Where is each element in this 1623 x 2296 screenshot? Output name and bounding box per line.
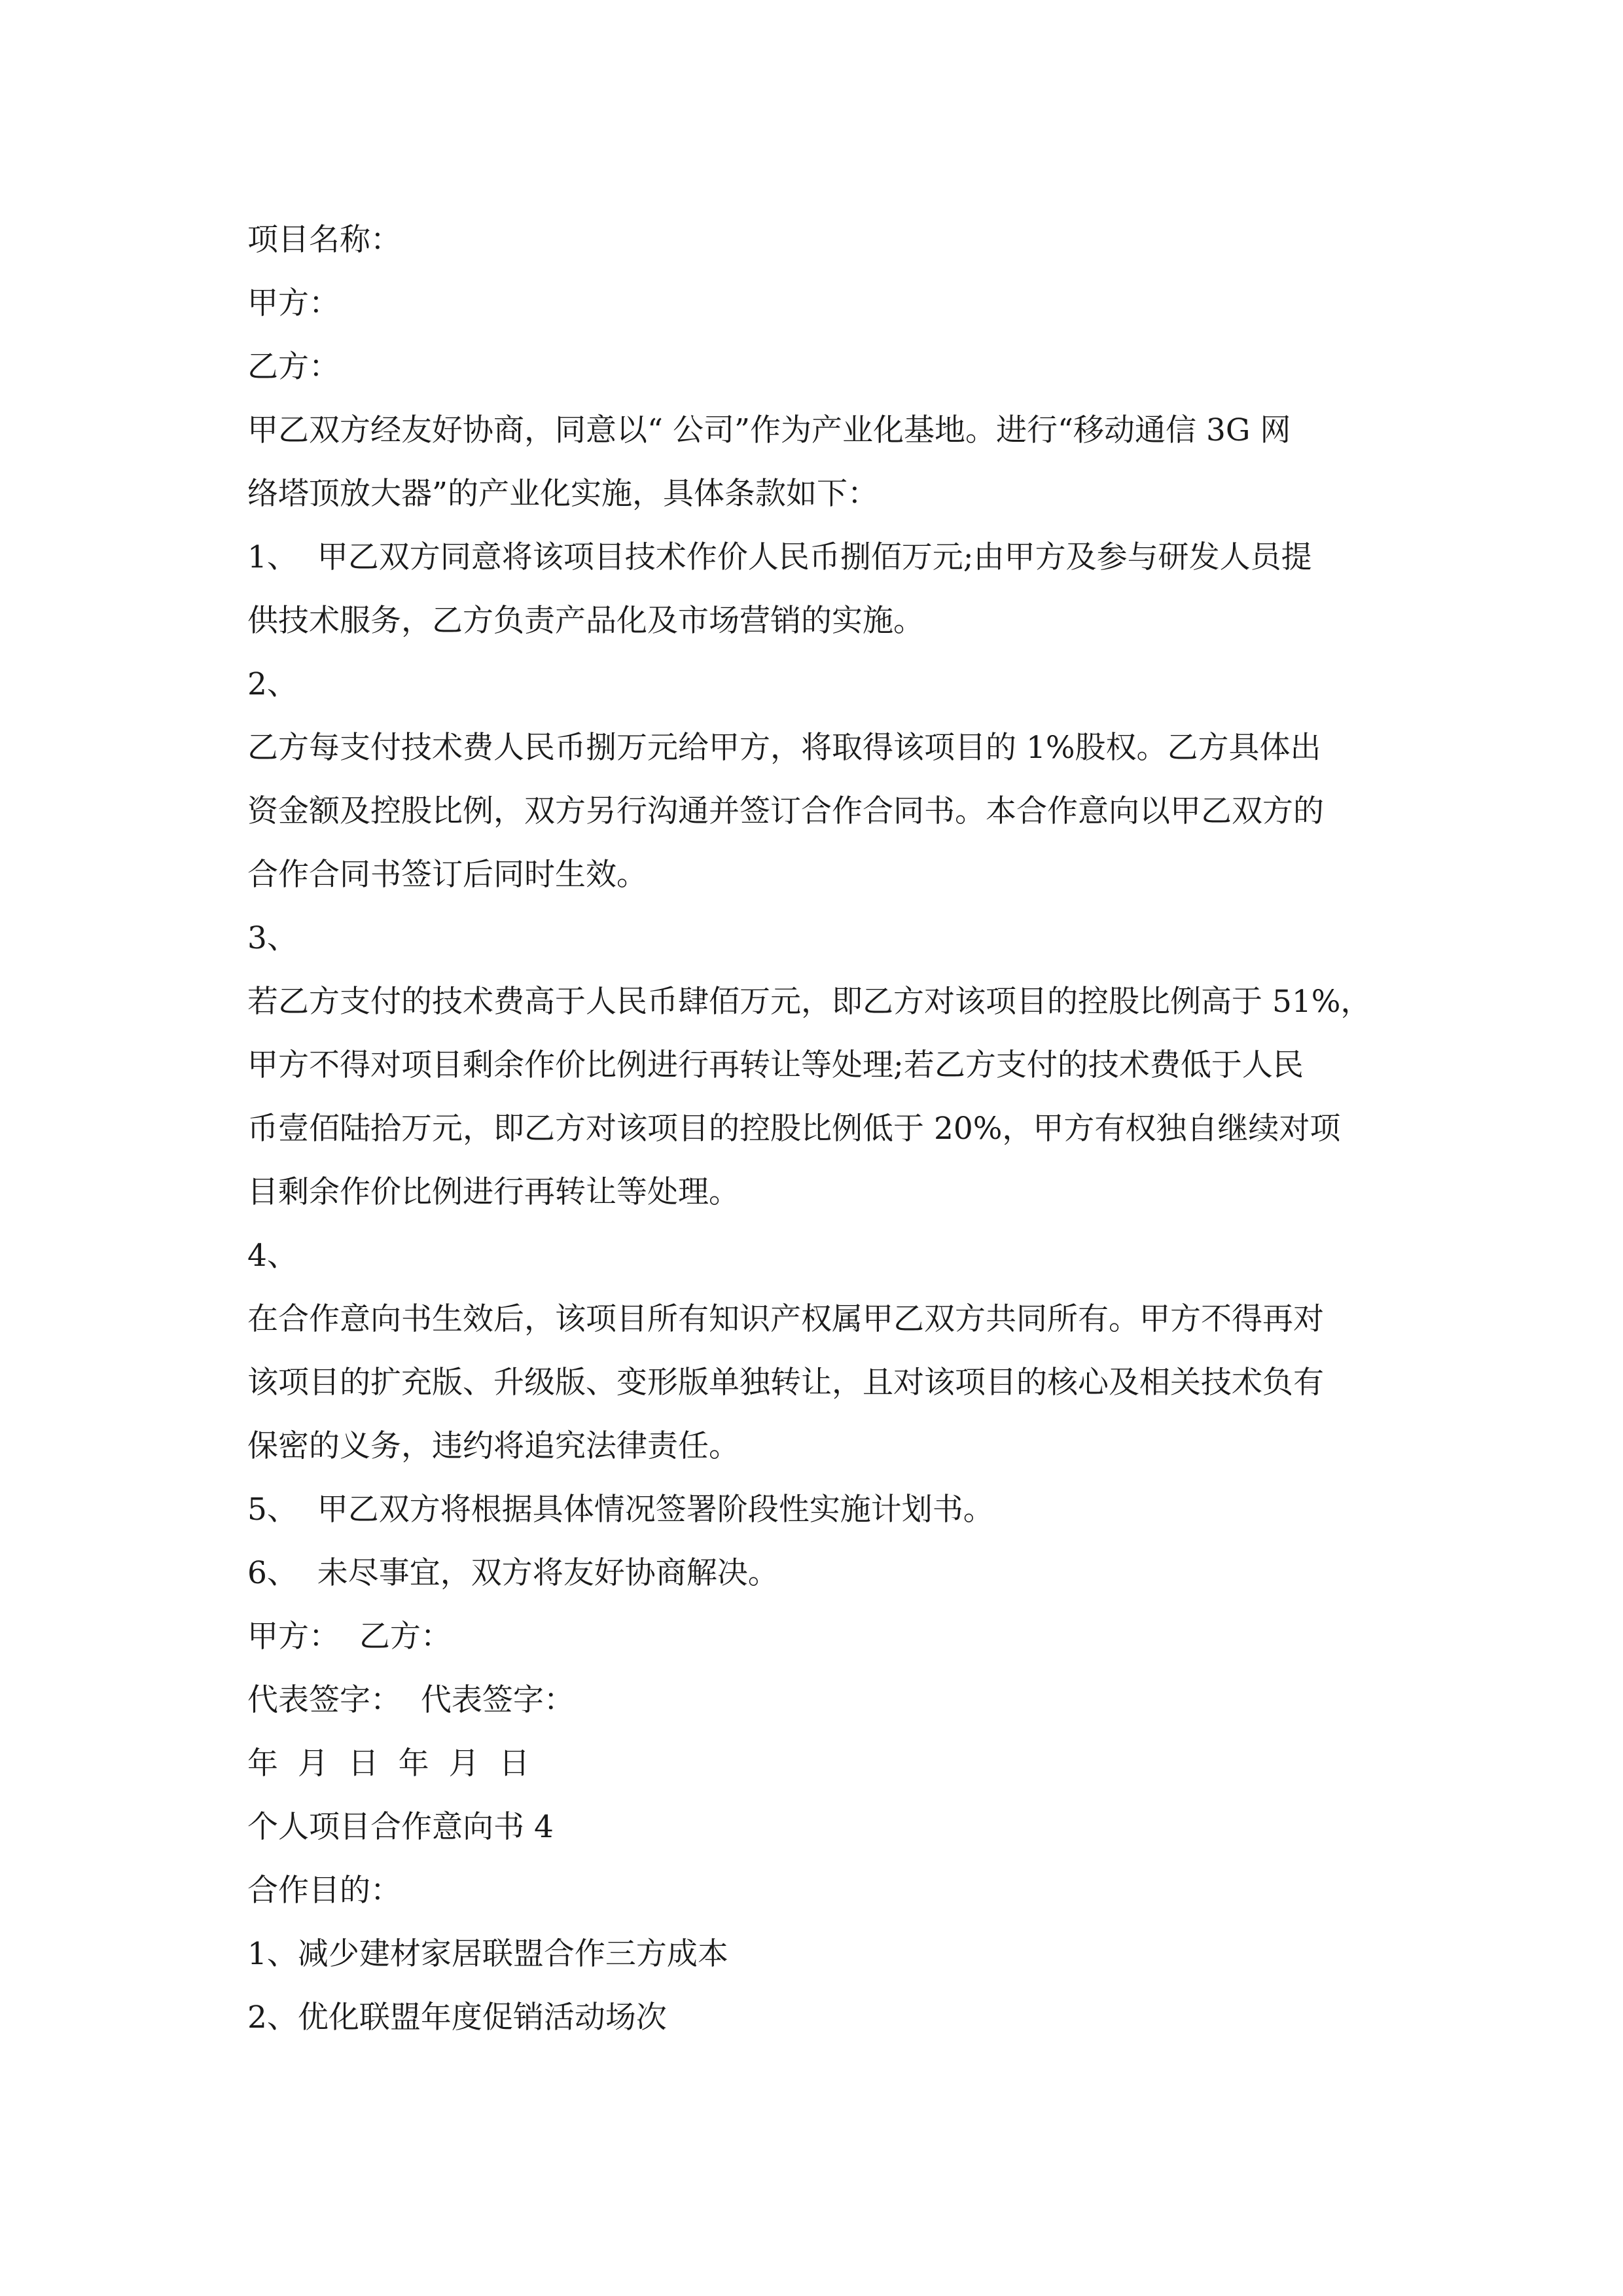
clause-5: 5、 甲乙双方将根据具体情况签署阶段性实施计划书。: [247, 1492, 994, 1528]
document-body: [247, 208, 1399, 2049]
clause-3-line-4: 目剩余作价比例进行再转让等处理。: [247, 1174, 740, 1210]
label-party-a: 甲方：: [247, 285, 340, 321]
clause-2-line-2: 资金额及控股比例，双方另行沟通并签订合作合同书。本合作意向以甲乙双方的: [247, 793, 1324, 829]
clause-3-number: 3、: [247, 920, 298, 956]
clause-3-line-2: 甲方不得对项目剩余作价比例进行再转让等处理;若乙方支付的技术费低于人民: [247, 1047, 1304, 1083]
intro-line-2: 络塔顶放大器”的产业化实施，具体条款如下：: [247, 476, 879, 512]
clause-1-line-2: 供技术服务，乙方负责产品化及市场营销的实施。: [247, 603, 924, 639]
signature-parties: 甲方： 乙方：: [247, 1619, 452, 1655]
clause-2-number: 2、: [247, 666, 298, 702]
clause-3-line-3: 币壹佰陆拾万元，即乙方对该项目的控股比例低于 20%，甲方有权独自继续对项: [247, 1111, 1341, 1147]
label-project-name: 项目名称：: [247, 222, 401, 258]
clause-6: 6、 未尽事宜，双方将友好协商解决。: [247, 1555, 779, 1591]
clause-3-line-1: 若乙方支付的技术费高于人民币肆佰万元，即乙方对该项目的控股比例高于 51%，: [247, 984, 1372, 1020]
purpose-item-2: 2、优化联盟年度促销活动场次: [247, 2000, 667, 2036]
clause-4-number: 4、: [247, 1238, 298, 1274]
clause-1-line-1: 1、 甲乙双方同意将该项目技术作价人民币捌佰万元;由甲方及参与研发人员提: [247, 539, 1312, 575]
clause-4-line-3: 保密的义务，违约将追究法律责任。: [247, 1428, 740, 1464]
signature-representatives: 代表签字： 代表签字：: [247, 1682, 575, 1718]
clause-2-line-1: 乙方每支付技术费人民币捌万元给甲方，将取得该项目的 1%股权。乙方具体出: [247, 730, 1321, 766]
purpose-heading: 合作目的：: [247, 1873, 401, 1909]
signature-dates: 年 月 日 年 月 日: [247, 1746, 530, 1782]
section-title: 个人项目合作意向书 4: [247, 1809, 554, 1845]
purpose-item-1: 1、减少建材家居联盟合作三方成本: [247, 1936, 728, 1972]
label-party-b: 乙方：: [247, 349, 340, 385]
clause-2-line-3: 合作合同书签订后同时生效。: [247, 857, 647, 893]
clause-4-line-2: 该项目的扩充版、升级版、变形版单独转让，且对该项目的核心及相关技术负有: [247, 1365, 1324, 1401]
clause-4-line-1: 在合作意向书生效后，该项目所有知识产权属甲乙双方共同所有。甲方不得再对: [247, 1301, 1324, 1337]
intro-line-1: 甲乙双方经友好协商，同意以“ 公司”作为产业化基地。进行“移动通信 3G 网: [247, 412, 1291, 448]
